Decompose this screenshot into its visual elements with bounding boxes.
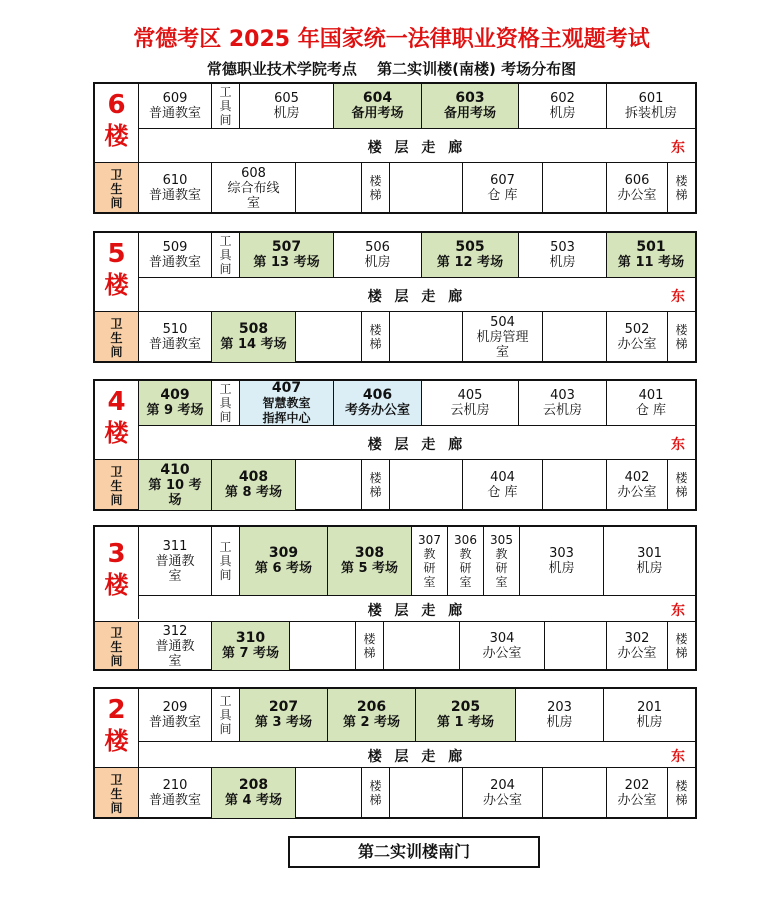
room-307 [412, 527, 448, 595]
floor-label [95, 233, 139, 311]
room-name: 第 3 考场 [254, 715, 313, 730]
floor-number: 5 [107, 239, 126, 269]
room-410 [139, 460, 212, 510]
corridor-label: 楼 层 走 廊 [367, 603, 467, 619]
room-name: 机房 [636, 561, 663, 576]
room-405 [422, 381, 519, 425]
room-506 [334, 233, 422, 277]
room-407 [240, 381, 334, 425]
room-number: 308 [354, 545, 385, 561]
room-406 [334, 381, 422, 425]
room-name: 教 研 室 [423, 547, 436, 589]
room-name: 仓 库 [487, 485, 518, 500]
room-311 [139, 527, 212, 595]
room-507 [240, 233, 334, 277]
room-number: 302 [624, 631, 650, 646]
east-direction: 东 [671, 749, 685, 765]
room-name: 第 4 考场 [224, 793, 283, 808]
stairs: 楼 梯 [362, 312, 390, 362]
utility-room: 工 具 间 [212, 527, 240, 595]
stairs: 楼 梯 [362, 768, 390, 818]
room-303 [520, 527, 604, 595]
blank-room [290, 622, 356, 670]
corridor-label: 楼 层 走 廊 [367, 749, 467, 765]
room-312 [139, 622, 212, 670]
room-number: 502 [624, 322, 650, 337]
corridor [139, 741, 695, 767]
corridor [139, 425, 695, 459]
room-name: 备用考场 [443, 106, 496, 121]
room-name: 第 10 考 场 [148, 477, 202, 508]
room-name: 办公室 [482, 793, 522, 808]
room-number: 309 [268, 545, 299, 561]
room-number: 603 [455, 90, 485, 106]
room-name: 第 8 考场 [224, 485, 283, 500]
corridor-label: 楼 层 走 廊 [367, 437, 467, 453]
room-number: 304 [489, 631, 515, 646]
floor-number: 2 [107, 695, 126, 725]
room-number: 504 [490, 314, 515, 330]
room-number: 605 [274, 91, 299, 106]
room-202 [607, 768, 668, 818]
east-direction: 东 [671, 289, 685, 305]
room-304 [460, 622, 545, 670]
floor-number: 4 [107, 387, 126, 417]
blank-room [296, 163, 362, 213]
blank-room [543, 460, 607, 510]
room-602 [519, 84, 607, 128]
room-number: 403 [550, 388, 575, 403]
stairs: 楼 梯 [675, 632, 688, 660]
blank-room [296, 768, 362, 818]
room-number: 311 [162, 538, 188, 554]
floor-char: 楼 [104, 122, 129, 150]
utility-room: 工 具 间 [212, 689, 240, 741]
floor-char: 楼 [104, 571, 129, 599]
room-name: 第 14 考场 [220, 337, 287, 352]
corridor-label: 楼 层 走 廊 [367, 289, 467, 305]
room-number: 402 [624, 470, 650, 485]
room-409 [139, 381, 212, 425]
room-number: 405 [457, 388, 483, 403]
room-number: 602 [550, 91, 575, 106]
floor-number: 3 [107, 539, 126, 569]
room-number: 201 [637, 700, 662, 715]
room-603 [422, 84, 519, 128]
room-name: 第 6 考场 [254, 561, 313, 576]
north-rooms [139, 689, 695, 742]
room-name: 普通教室 [148, 188, 201, 203]
room-number: 604 [362, 90, 393, 106]
utility-room: 工 具 间 [212, 84, 240, 128]
room-305 [484, 527, 520, 595]
room-201 [604, 689, 695, 741]
restroom: 卫 生 间 [95, 162, 139, 212]
room-name: 第 9 考场 [146, 403, 204, 418]
room-610 [139, 163, 212, 213]
room-number: 503 [550, 240, 575, 255]
blank-room [543, 163, 607, 213]
room-306 [448, 527, 484, 595]
room-name: 第 2 考场 [342, 715, 401, 730]
room-number: 206 [356, 699, 387, 715]
room-name: 普通教 室 [155, 553, 195, 584]
east-direction: 东 [671, 603, 685, 619]
room-number: 404 [490, 470, 515, 485]
room-number: 210 [162, 778, 188, 793]
floor-4 [93, 379, 697, 511]
room-name: 仓 库 [487, 188, 518, 203]
room-207 [240, 689, 328, 741]
room-name: 第 11 考场 [617, 255, 685, 270]
room-number: 208 [238, 777, 269, 793]
restroom: 卫 生 间 [95, 621, 139, 669]
floor-6 [93, 82, 697, 214]
blank-room [390, 768, 463, 818]
room-302 [607, 622, 668, 670]
room-name: 机房 [364, 255, 391, 270]
restroom: 卫 生 间 [95, 459, 139, 509]
room-404 [463, 460, 543, 510]
room-number: 410 [160, 461, 190, 478]
room-name: 云机房 [542, 403, 582, 418]
room-name: 办公室 [617, 646, 657, 661]
floor-label [95, 381, 139, 459]
floor-2 [93, 687, 697, 819]
floor-3 [93, 525, 697, 671]
room-number: 507 [271, 239, 302, 255]
room-308 [328, 527, 412, 595]
floor-label [95, 527, 139, 619]
north-rooms [139, 527, 695, 596]
room-number: 608 [241, 165, 266, 181]
room-name: 办公室 [482, 646, 522, 661]
room-601 [607, 84, 695, 128]
stairs: 楼 梯 [675, 471, 688, 499]
room-number: 301 [637, 546, 662, 561]
room-401 [607, 381, 695, 425]
room-number: 401 [638, 388, 664, 403]
room-number: 610 [162, 173, 188, 188]
room-509 [139, 233, 212, 277]
room-name: 机房管理 室 [476, 329, 529, 360]
room-name: 机房 [549, 255, 576, 270]
blank-room [296, 312, 362, 362]
room-name: 第 5 考场 [340, 561, 399, 576]
room-209 [139, 689, 212, 741]
room-number: 510 [162, 322, 188, 337]
room-number: 209 [162, 700, 188, 715]
room-310 [212, 622, 290, 670]
room-name: 办公室 [617, 188, 657, 203]
room-309 [240, 527, 328, 595]
room-name: 考务办公室 [344, 403, 410, 418]
blank-room [545, 622, 607, 670]
room-name: 普通教室 [148, 337, 201, 352]
room-210 [139, 768, 212, 818]
utility-room: 工 具 间 [212, 381, 240, 425]
room-name: 机房 [273, 106, 300, 121]
room-name: 综合布线 室 [227, 180, 280, 211]
room-606 [607, 163, 668, 213]
room-number: 601 [638, 91, 664, 106]
south-rooms [139, 162, 695, 213]
floor-number: 6 [107, 90, 126, 120]
corridor [139, 128, 695, 162]
room-number: 204 [490, 778, 515, 793]
room-501 [607, 233, 695, 277]
room-number: 203 [547, 700, 572, 715]
room-608 [212, 163, 296, 213]
room-number: 407 [271, 379, 302, 396]
room-name: 第 12 考场 [436, 255, 504, 270]
floor-label [95, 689, 139, 767]
south-rooms [139, 621, 695, 670]
blank-room [390, 460, 463, 510]
room-208 [212, 768, 296, 818]
room-name: 第 13 考场 [253, 255, 320, 270]
room-name: 教 研 室 [459, 547, 472, 589]
corridor [139, 595, 695, 621]
room-name: 办公室 [617, 337, 657, 352]
north-rooms [139, 84, 695, 129]
room-name: 机房 [548, 561, 575, 576]
room-402 [607, 460, 668, 510]
room-name: 备用考场 [351, 106, 404, 121]
room-number: 607 [490, 173, 515, 188]
room-name: 智慧教室 指挥中心 [262, 395, 311, 425]
room-name: 普通教室 [148, 106, 201, 121]
corridor-label: 楼 层 走 廊 [367, 140, 467, 156]
room-403 [519, 381, 607, 425]
room-number: 606 [624, 173, 650, 188]
floor-char: 楼 [104, 727, 129, 755]
room-name: 拆装机房 [624, 106, 677, 121]
room-206 [328, 689, 416, 741]
room-number: 409 [160, 387, 190, 403]
room-504 [463, 312, 543, 362]
room-number: 501 [636, 239, 666, 255]
room-number: 307 [418, 533, 441, 547]
room-name: 机房 [636, 715, 663, 730]
east-direction: 东 [671, 140, 685, 156]
room-number: 303 [549, 546, 574, 561]
room-name: 云机房 [450, 403, 490, 418]
stairs: 楼 梯 [675, 174, 688, 202]
south-gate-label: 第二实训楼南门 [288, 836, 540, 868]
room-609 [139, 84, 212, 128]
floor-label [95, 84, 139, 162]
room-number: 305 [490, 533, 513, 547]
north-rooms [139, 381, 695, 426]
room-name: 第 1 考场 [436, 715, 495, 730]
room-name: 第 7 考场 [221, 646, 280, 661]
blank-room [543, 312, 607, 362]
room-number: 609 [162, 91, 188, 106]
room-605 [240, 84, 334, 128]
stairs: 楼 梯 [356, 622, 384, 670]
room-505 [422, 233, 519, 277]
room-604 [334, 84, 422, 128]
room-503 [519, 233, 607, 277]
page-subtitle: 常德职业技术学院考点 第二实训楼(南楼) 考场分布图 [206, 60, 577, 78]
room-name: 机房 [549, 106, 576, 121]
south-rooms [139, 311, 695, 362]
room-203 [516, 689, 604, 741]
blank-room [296, 460, 362, 510]
room-204 [463, 768, 543, 818]
south-rooms [139, 459, 695, 510]
room-number: 508 [238, 321, 269, 337]
room-502 [607, 312, 668, 362]
room-name: 办公室 [617, 793, 657, 808]
room-number: 506 [365, 240, 390, 255]
stairs: 楼 梯 [675, 323, 688, 351]
room-number: 408 [238, 469, 269, 485]
room-number: 509 [162, 240, 188, 255]
room-number: 207 [268, 699, 299, 715]
floor-char: 楼 [104, 419, 129, 447]
room-name: 普通教室 [148, 715, 201, 730]
blank-room [390, 312, 463, 362]
floor-char: 楼 [104, 271, 129, 299]
north-rooms [139, 233, 695, 278]
south-rooms [139, 767, 695, 818]
room-number: 306 [454, 533, 477, 547]
stairs: 楼 梯 [362, 460, 390, 510]
room-name: 办公室 [617, 485, 657, 500]
room-number: 202 [624, 778, 650, 793]
floor-5 [93, 231, 697, 363]
blank-room [384, 622, 460, 670]
room-number: 505 [455, 239, 485, 255]
room-408 [212, 460, 296, 510]
room-name: 教 研 室 [495, 547, 508, 589]
room-607 [463, 163, 543, 213]
room-510 [139, 312, 212, 362]
room-508 [212, 312, 296, 362]
room-number: 406 [362, 387, 393, 403]
restroom: 卫 生 间 [95, 767, 139, 817]
blank-room [390, 163, 463, 213]
corridor [139, 277, 695, 311]
room-name: 仓 库 [635, 403, 667, 418]
utility-room: 工 具 间 [212, 233, 240, 277]
page-title: 常德考区 2025 年国家统一法律职业资格主观题考试 [133, 27, 650, 52]
room-number: 312 [162, 623, 188, 639]
room-name: 机房 [546, 715, 573, 730]
blank-room [543, 768, 607, 818]
restroom: 卫 生 间 [95, 311, 139, 361]
east-direction: 东 [671, 437, 685, 453]
room-number: 205 [450, 699, 481, 715]
room-number: 310 [235, 630, 266, 646]
room-name: 普通教室 [148, 255, 201, 270]
room-name: 普通教 室 [155, 638, 195, 669]
room-name: 普通教室 [148, 793, 201, 808]
room-301 [604, 527, 695, 595]
room-205 [416, 689, 516, 741]
stairs: 楼 梯 [362, 163, 390, 213]
stairs: 楼 梯 [675, 779, 688, 807]
